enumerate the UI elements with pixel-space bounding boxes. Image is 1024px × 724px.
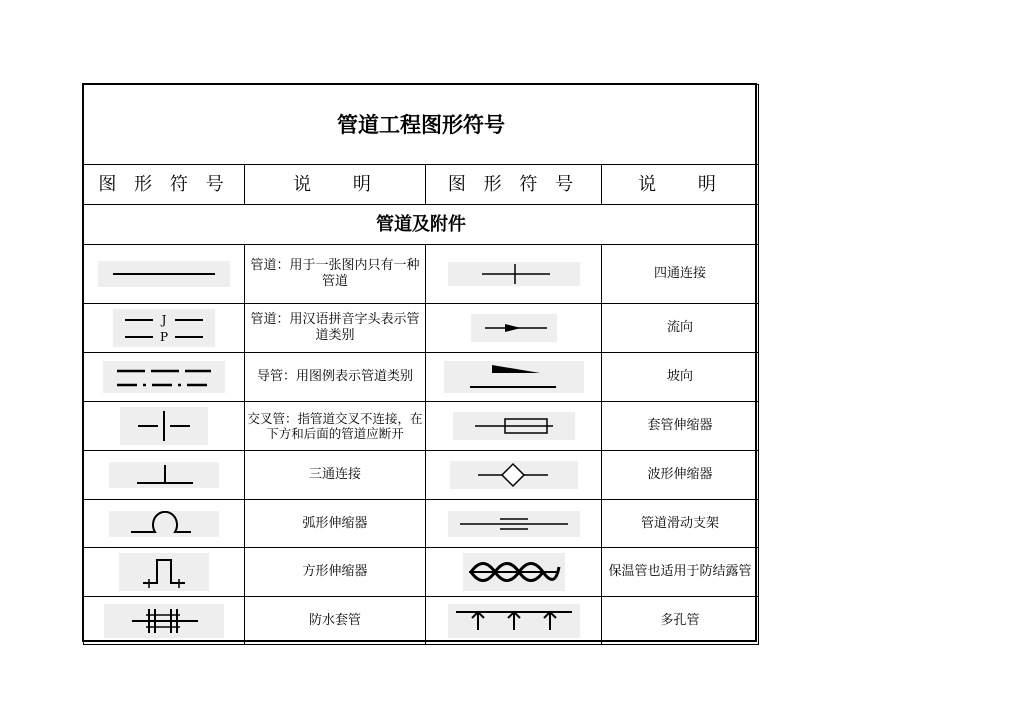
flow-direction-arrow-icon: [471, 314, 557, 342]
four-way-connection-icon: [448, 262, 580, 286]
tee-connection-icon: [109, 462, 219, 488]
perforated-pipe-icon: [448, 604, 580, 638]
header-symbol-2: 图 形 符 号: [426, 165, 602, 205]
symbol-cell: [84, 548, 245, 597]
desc-cell: 管道：用汉语拼音字头表示管道类别: [245, 304, 426, 353]
table-row: [84, 353, 759, 402]
dashed-pipe-legend-icon: [103, 361, 225, 393]
desc-cell: 多孔管: [602, 597, 759, 645]
symbol-cell: [426, 500, 602, 548]
desc-cell: 四通连接: [602, 245, 759, 304]
labeled-pipe-jp-icon: [113, 309, 215, 347]
table-row: [84, 548, 759, 597]
pipe-label-j: J: [161, 313, 167, 327]
symbol-cell: [426, 402, 602, 451]
crossing-pipe-break-icon: [120, 407, 208, 445]
symbol-cell: [84, 597, 245, 645]
desc-cell: 三通连接: [245, 451, 426, 500]
page-title: 管道工程图形符号: [84, 85, 759, 165]
desc-cell: 方形伸缩器: [245, 548, 426, 597]
header-desc-1: 说 明: [245, 165, 426, 205]
desc-cell: 坡向: [602, 353, 759, 402]
desc-cell: 波形伸缩器: [602, 451, 759, 500]
symbol-cell: [426, 353, 602, 402]
table-row: [84, 597, 759, 645]
square-expansion-joint-icon: [119, 553, 209, 591]
symbol-cell: [426, 245, 602, 304]
symbol-table-sheet: [82, 83, 757, 642]
symbol-cell: [84, 304, 245, 353]
section-title: 管道及附件: [84, 205, 759, 245]
desc-cell: 导管：用图例表示管道类别: [245, 353, 426, 402]
corrugated-expansion-joint-icon: [450, 461, 578, 489]
symbol-table: [83, 84, 759, 645]
desc-cell: 套管伸缩器: [602, 402, 759, 451]
symbol-cell: [84, 402, 245, 451]
desc-cell: 流向: [602, 304, 759, 353]
table-row: [84, 500, 759, 548]
symbol-cell: [84, 500, 245, 548]
table-row: [84, 304, 759, 353]
desc-cell: 弧形伸缩器: [245, 500, 426, 548]
desc-cell: 交叉管：指管道交叉不连接，在下方和后面的管道应断开: [245, 402, 426, 451]
header-desc-2: 说 明: [602, 165, 759, 205]
desc-cell: 管道：用于一张图内只有一种管道: [245, 245, 426, 304]
table-row: [84, 245, 759, 304]
slope-direction-icon: [444, 361, 584, 393]
desc-cell: 防水套管: [245, 597, 426, 645]
symbol-cell: [426, 597, 602, 645]
symbol-cell: [426, 548, 602, 597]
symbol-cell: [84, 245, 245, 304]
insulated-pipe-icon: [463, 553, 565, 591]
symbol-cell: [426, 304, 602, 353]
pipe-label-p: P: [159, 330, 169, 344]
header-symbol-1: 图 形 符 号: [84, 165, 245, 205]
table-row: [84, 402, 759, 451]
symbol-cell: [84, 451, 245, 500]
waterproof-sleeve-icon: [104, 604, 224, 638]
arc-expansion-joint-icon: [109, 511, 219, 537]
symbol-cell: [426, 451, 602, 500]
desc-cell: 保温管也适用于防结露管: [602, 548, 759, 597]
sleeve-expansion-joint-icon: [453, 412, 575, 440]
sliding-support-icon: [448, 511, 580, 537]
desc-cell: 管道滑动支架: [602, 500, 759, 548]
table-row: [84, 451, 759, 500]
single-pipe-line-icon: [98, 261, 230, 287]
symbol-cell: [84, 353, 245, 402]
